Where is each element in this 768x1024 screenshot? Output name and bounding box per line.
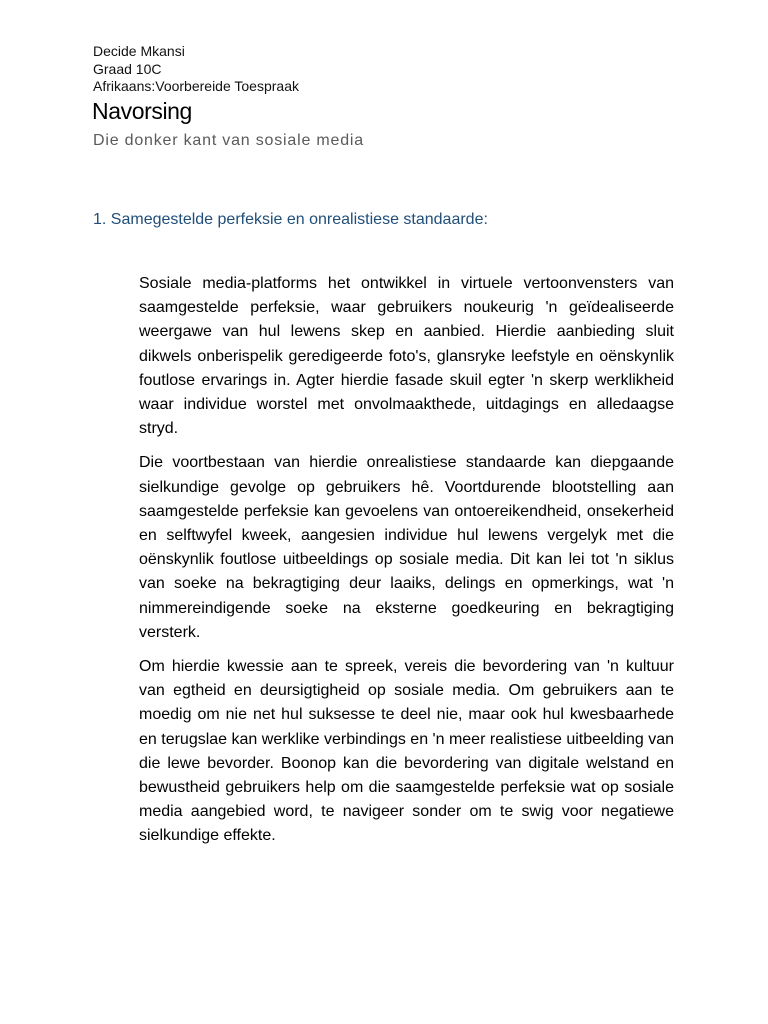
section-body [139, 272, 674, 859]
page-title: Navorsing [92, 98, 192, 124]
grade-label: Graad 10C [93, 61, 162, 77]
page-subtitle: Die donker kant van sosiale media [93, 132, 364, 149]
section-heading: 1. Samegestelde perfeksie en onrealistiese standaarde: [93, 211, 488, 228]
paragraph-1: Sosiale media-platforms het ontwikkel in virtuele vertoonvensters van saamgestelde perfeksie, waar gebruikers noukeurig 'n geïdealiseerde weergawe van hul lewens skep en aanbied. Hierdie aanbieding sluit dikwels onberispelik geredigeerde foto's, glansryke leefstyle en oënskynlik foutlose ervarings in. Agter hierdie fasade skuil egter 'n skerp werklikheid waar individue worstel met onvolmaakthede, uitdagings en alledaagse stryd. [139, 275, 674, 438]
subject-label: Afrikaans:Voorbereide Toespraak [93, 78, 299, 94]
paragraph-2: Die voortbestaan van hierdie onrealistiese standaarde kan diepgaande sielkundige gevolge op gebruikers hê. Voortdurende blootstelling aan saamgestelde perfeksie kan gevoelens van ontoereikendheid, onsekerheid en selftwyfel kweek, aangesien individue hul lewens vergelyk met die oënskynlik foutlose uitbeeldings op sosiale media. Dit kan lei tot 'n siklus van soeke na bekragtiging deur laaiks, delings en opmerkings, wat 'n nimmereindigende soeke na eksterne goedkeuring en bekragtiging versterk. [139, 454, 674, 641]
author-name: Decide Mkansi [93, 43, 185, 59]
paragraph-3: Om hierdie kwessie aan te spreek, vereis die bevordering van 'n kultuur van egtheid en deursigtigheid op sosiale media. Om gebruikers aan te moedig om nie net hul suksesse te deel nie, maar ook hul kwesbaarhede en terugslae kan werklike verbindings en 'n meer realistiese uitbeelding van die lewe bevorder. Boonop kan die bevordering van digitale welstand en bewustheid gebruikers help om die saamgestelde perfeksie wat op sosiale media aangebied word, te navigeer sonder om te swig voor negatiewe sielkundige effekte. [139, 658, 674, 845]
